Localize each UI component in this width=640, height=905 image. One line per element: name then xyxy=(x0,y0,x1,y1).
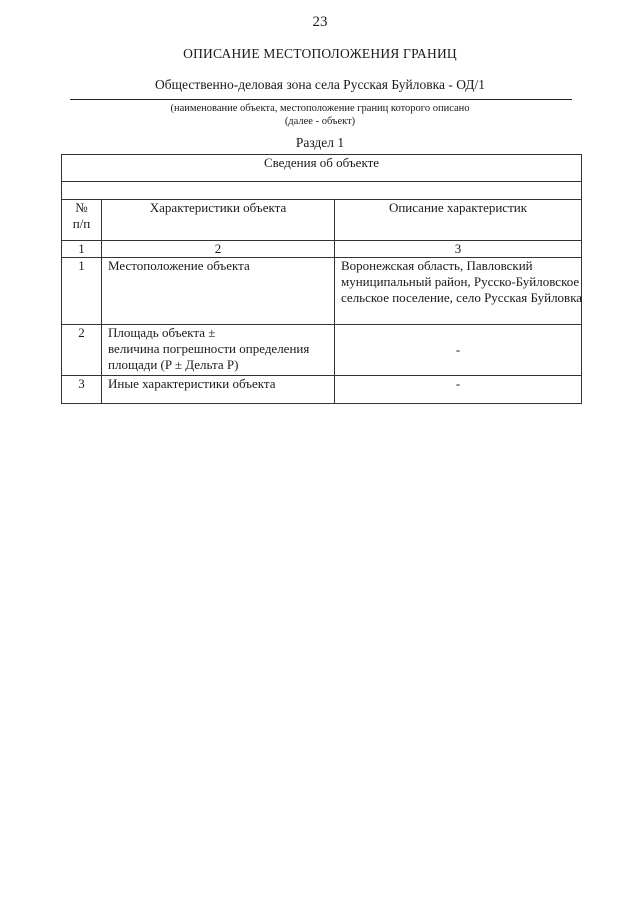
table-spacer-row xyxy=(62,182,582,200)
row-num: 3 xyxy=(62,376,102,404)
section-title: Раздел 1 xyxy=(295,135,345,150)
row-characteristic-line: Местоположение объекта xyxy=(108,258,250,273)
object-info-table xyxy=(61,154,582,404)
row-description: - xyxy=(335,325,582,376)
row-num: 2 xyxy=(62,325,102,376)
header-characteristics: Характеристики объекта xyxy=(102,200,335,241)
header-num-line-2: п/п xyxy=(72,216,91,231)
object-name: Общественно-деловая зона села Русская Буйловка - ОД/1 xyxy=(155,77,485,92)
header-num-line-1: № xyxy=(75,200,88,215)
header-description: Описание характеристик xyxy=(335,200,582,241)
table-row xyxy=(62,258,582,325)
row-characteristic-line: площади (P ± Дельта P) xyxy=(108,357,239,372)
table-title: Сведения об объекте xyxy=(62,155,582,182)
row-description-line: муниципальный район, Русско-Буйловское xyxy=(341,274,580,289)
column-index-row xyxy=(62,241,582,258)
caption-line-2: (далее - объект) xyxy=(284,116,356,127)
object-name-caption xyxy=(0,102,640,128)
row-characteristic-line: Иные характеристики объекта xyxy=(108,376,276,391)
column-index-3: 3 xyxy=(335,241,582,258)
document-title: ОПИСАНИЕ МЕСТОПОЛОЖЕНИЯ ГРАНИЦ xyxy=(183,46,457,61)
table-header-row xyxy=(62,200,582,241)
row-characteristic-line: Площадь объекта ± xyxy=(108,325,216,340)
table-row xyxy=(62,325,582,376)
column-index-2: 2 xyxy=(102,241,335,258)
row-num: 1 xyxy=(62,258,102,325)
row-characteristic-line: величина погрешности определения xyxy=(108,341,310,356)
table-spacer-cell xyxy=(62,182,582,200)
row-description-line: сельское поселение, село Русская Буйловка xyxy=(341,290,583,305)
caption-line-1: (наименование объекта, местоположение границ которого описано xyxy=(170,103,470,114)
row-description-line: Воронежская область, Павловский xyxy=(341,258,533,273)
row-characteristic xyxy=(102,258,335,325)
header-num xyxy=(62,200,102,241)
row-description xyxy=(335,258,582,325)
row-characteristic xyxy=(102,325,335,376)
table-title-row xyxy=(62,155,582,182)
column-index-1: 1 xyxy=(62,241,102,258)
row-characteristic xyxy=(102,376,335,404)
row-description: - xyxy=(335,376,582,404)
table-row xyxy=(62,376,582,404)
page-number: 23 xyxy=(312,14,328,30)
object-name-underline xyxy=(70,99,572,100)
